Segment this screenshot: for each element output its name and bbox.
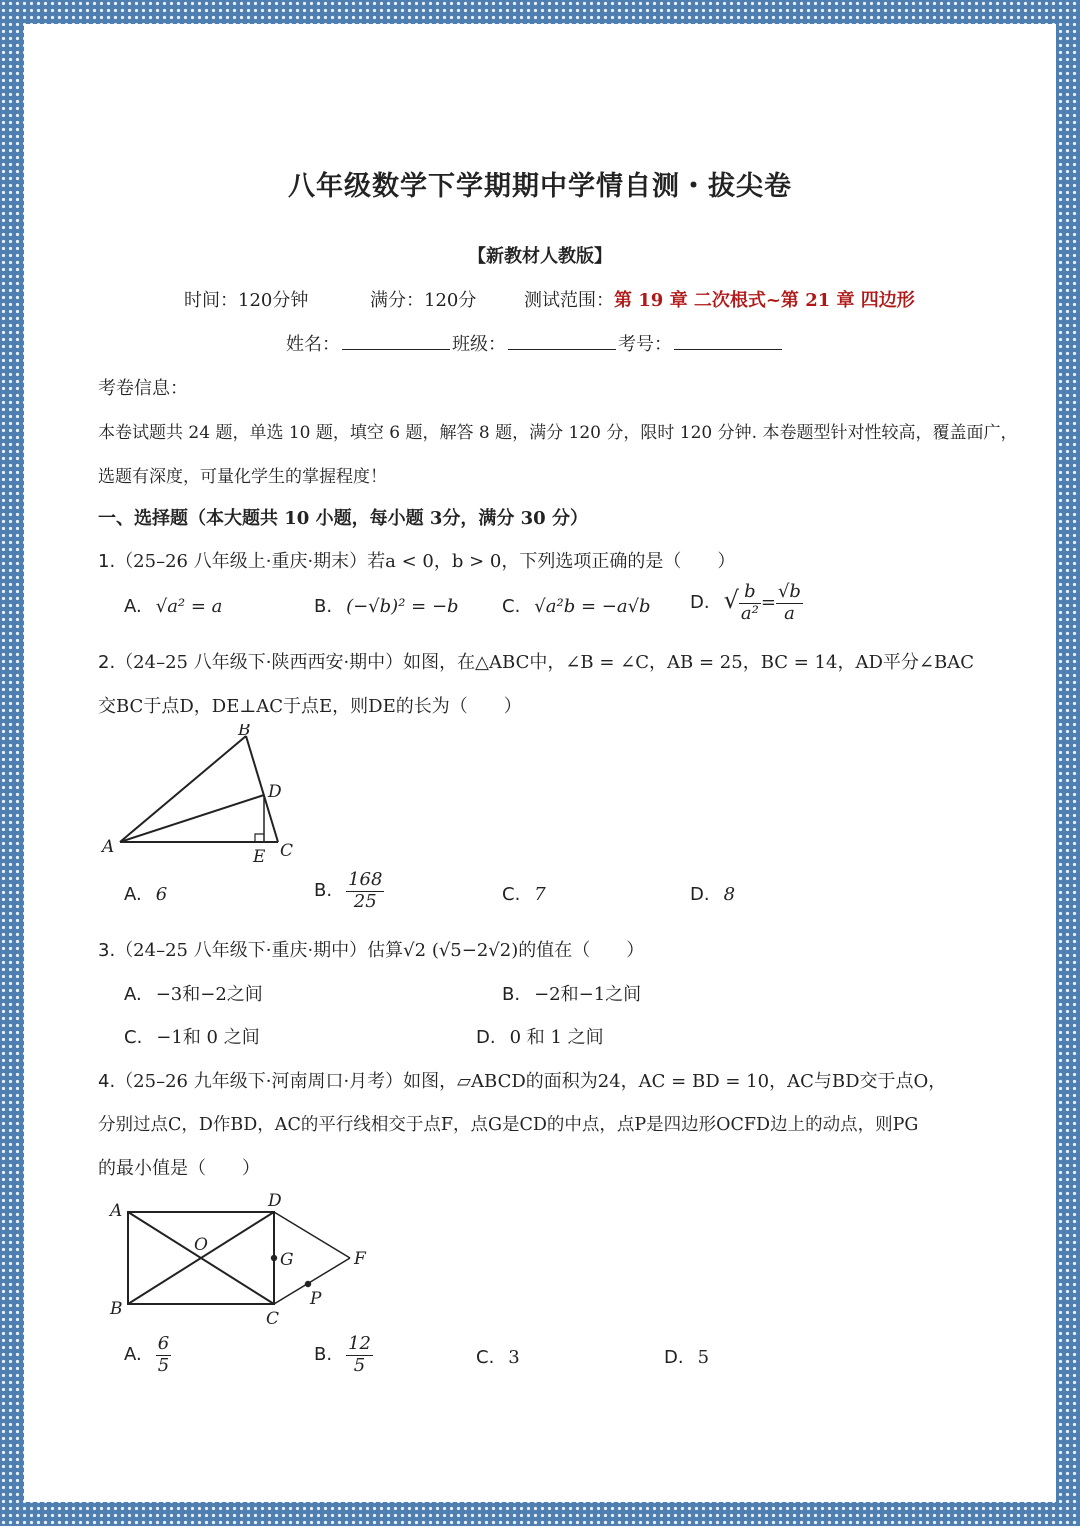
label-a: A — [110, 1201, 123, 1221]
scope-label: 测试范围： — [524, 290, 614, 311]
label-p: P — [310, 1289, 322, 1309]
q1-option-b[interactable] — [314, 596, 459, 617]
q2-option-a[interactable] — [124, 884, 167, 905]
page-title: 八年级数学下学期期中学情自测・拔尖卷 — [288, 171, 792, 202]
segment-ab — [120, 736, 246, 842]
q1-option-a[interactable] — [124, 596, 222, 617]
q2-text-1: 如图，在△ABC中，∠B = ∠C，AB = 25，BC = 14，AD平分∠BAC — [403, 652, 974, 673]
q3-option-c-text: −1和 0 之间 — [156, 1027, 260, 1048]
q1-source: （25–26 八年级上·重庆·期末） — [115, 551, 368, 572]
option-letter: A. — [124, 1344, 142, 1366]
name-field[interactable] — [342, 331, 450, 350]
q4-option-a[interactable] — [124, 1334, 171, 1376]
q4-option-a-denominator: 5 — [157, 1354, 170, 1376]
student-info-row — [286, 330, 784, 356]
label-b: B — [238, 724, 251, 740]
option-letter: C. — [476, 1347, 495, 1368]
q2-option-c-text: 7 — [534, 884, 546, 905]
q1-number: 1. — [98, 551, 116, 572]
section-1-heading: 一、选择题（本大题共 10 小题，每小题 3分，满分 30 分） — [98, 508, 588, 529]
q3-number: 3. — [98, 940, 116, 961]
option-letter: D. — [690, 592, 710, 614]
q4-number: 4. — [98, 1071, 116, 1092]
q4-option-c[interactable] — [476, 1347, 520, 1368]
q1-option-d-eq: = — [760, 592, 776, 614]
q3-option-d[interactable] — [476, 1023, 604, 1049]
option-letter: D. — [664, 1347, 684, 1368]
q3-option-a-text: −3和−2之间 — [155, 984, 263, 1005]
q4-stem-line-1 — [98, 1067, 946, 1093]
q2-option-c[interactable] — [502, 884, 546, 905]
right-angle-mark — [255, 834, 264, 842]
option-letter: C. — [502, 884, 521, 905]
q3-stem — [98, 936, 644, 962]
class-field[interactable] — [508, 331, 616, 350]
q4-source: （25–26 九年级下·河南周口·月考） — [115, 1071, 404, 1092]
edition-label: 【新教材人教版】 — [468, 246, 612, 267]
label-g: G — [280, 1250, 294, 1270]
option-letter: C. — [502, 596, 521, 617]
q4-option-a-numerator: 6 — [157, 1333, 170, 1354]
q1-option-a-text: √a² = a — [155, 596, 223, 617]
time-info: 时间：120分钟 — [184, 290, 309, 311]
label-d: D — [268, 1191, 282, 1211]
exam-paper — [24, 24, 1056, 1502]
q3-text: 估算√2 (√5−2√2)的值在（ ） — [367, 940, 645, 961]
point-p — [305, 1281, 311, 1287]
q3-option-a[interactable] — [124, 980, 263, 1006]
q4-option-d-text: 5 — [697, 1347, 710, 1368]
option-letter: D. — [476, 1027, 496, 1048]
q1-option-c[interactable] — [502, 596, 651, 617]
option-letter: A. — [124, 984, 142, 1005]
q4-option-d[interactable] — [664, 1347, 709, 1368]
q1-option-b-text: (−√b)² = −b — [346, 596, 459, 617]
full-score-info: 满分：120分 — [370, 290, 477, 311]
q2-option-d[interactable] — [690, 884, 735, 905]
q2-option-d-text: 8 — [723, 884, 736, 905]
class-label: 班级： — [452, 334, 506, 355]
label-f: F — [354, 1249, 366, 1269]
q3-option-b-text: −2和−1之间 — [534, 984, 642, 1005]
scope-info — [524, 286, 915, 312]
radical-icon: √ — [723, 586, 739, 615]
label-e: E — [253, 847, 266, 867]
option-letter: B. — [314, 1344, 333, 1366]
option-letter: D. — [690, 884, 710, 905]
info-line-1: 本卷试题共 24 题，单选 10 题，填空 6 题，解答 8 题，满分 120 分，限时 120 分钟. 本卷题型针对性较高，覆盖面广， — [98, 423, 1018, 443]
exam-no-field[interactable] — [674, 331, 782, 350]
q2-number: 2. — [98, 652, 116, 673]
scope-value: 第 19 章 二次根式~第 21 章 四边形 — [614, 290, 915, 311]
q4-parallelogram-figure — [98, 1190, 398, 1325]
q2-option-a-text: 6 — [155, 884, 168, 905]
q3-source: （24–25 八年级下·重庆·期中） — [115, 940, 368, 961]
label-c: C — [266, 1309, 280, 1325]
segment-ad — [120, 795, 264, 842]
label-b: B — [110, 1299, 123, 1319]
q3-option-b[interactable] — [502, 980, 641, 1006]
label-c: C — [280, 841, 294, 861]
label-a: A — [102, 837, 115, 857]
q2-option-b-numerator: 168 — [348, 869, 383, 890]
q2-triangle-figure — [98, 724, 338, 869]
option-letter: B. — [314, 880, 333, 902]
q3-option-c[interactable] — [124, 1023, 260, 1049]
q3-option-d-text: 0 和 1 之间 — [509, 1027, 604, 1048]
q4-option-b-numerator: 12 — [348, 1333, 371, 1354]
label-o: O — [194, 1235, 208, 1255]
option-letter: B. — [502, 984, 521, 1005]
q4-option-b-denominator: 5 — [353, 1354, 366, 1376]
point-g — [271, 1255, 277, 1261]
option-letter: B. — [314, 596, 333, 617]
q1-stem — [98, 547, 735, 573]
q2-stem-line-1 — [98, 648, 974, 674]
option-letter: A. — [124, 884, 142, 905]
name-label: 姓名： — [286, 334, 340, 355]
exam-no-label: 考号： — [618, 334, 672, 355]
q1-option-c-text: √a²b = −a√b — [534, 596, 651, 617]
q4-stem-line-3: 的最小值是（ ） — [98, 1158, 260, 1179]
q2-source: （24–25 八年级下·陕西西安·期中） — [115, 652, 404, 673]
option-letter: A. — [124, 596, 142, 617]
q2-stem-line-2: 交BC于点D，DE⊥AC于点E，则DE的长为（ ） — [98, 696, 522, 717]
q2-option-b[interactable] — [314, 870, 384, 912]
q4-text-1: 如图，▱ABCD的面积为24，AC = BD = 10，AC与BD交于点O， — [403, 1071, 947, 1092]
label-d: D — [268, 782, 282, 802]
q4-option-b[interactable] — [314, 1334, 373, 1376]
info-line-2: 选题有深度，可量化学生的掌握程度！ — [98, 467, 387, 487]
q4-option-c-text: 3 — [508, 1347, 520, 1368]
q1-text: 若a < 0，b > 0，下列选项正确的是（ ） — [367, 551, 736, 572]
q4-stem-line-2: 分别过点C，D作BD，AC的平行线相交于点F，点G是CD的中点，点P是四边形OCFD边上的动点，则PG — [98, 1115, 919, 1135]
q1-option-d[interactable]: D. √ $\frac{b}{\text{a²}}$ = $\frac{√b}{a}$ — [690, 581, 801, 624]
q2-option-b-denominator: 25 — [353, 890, 377, 912]
info-heading: 考卷信息： — [98, 378, 188, 399]
option-letter: C. — [124, 1027, 143, 1048]
